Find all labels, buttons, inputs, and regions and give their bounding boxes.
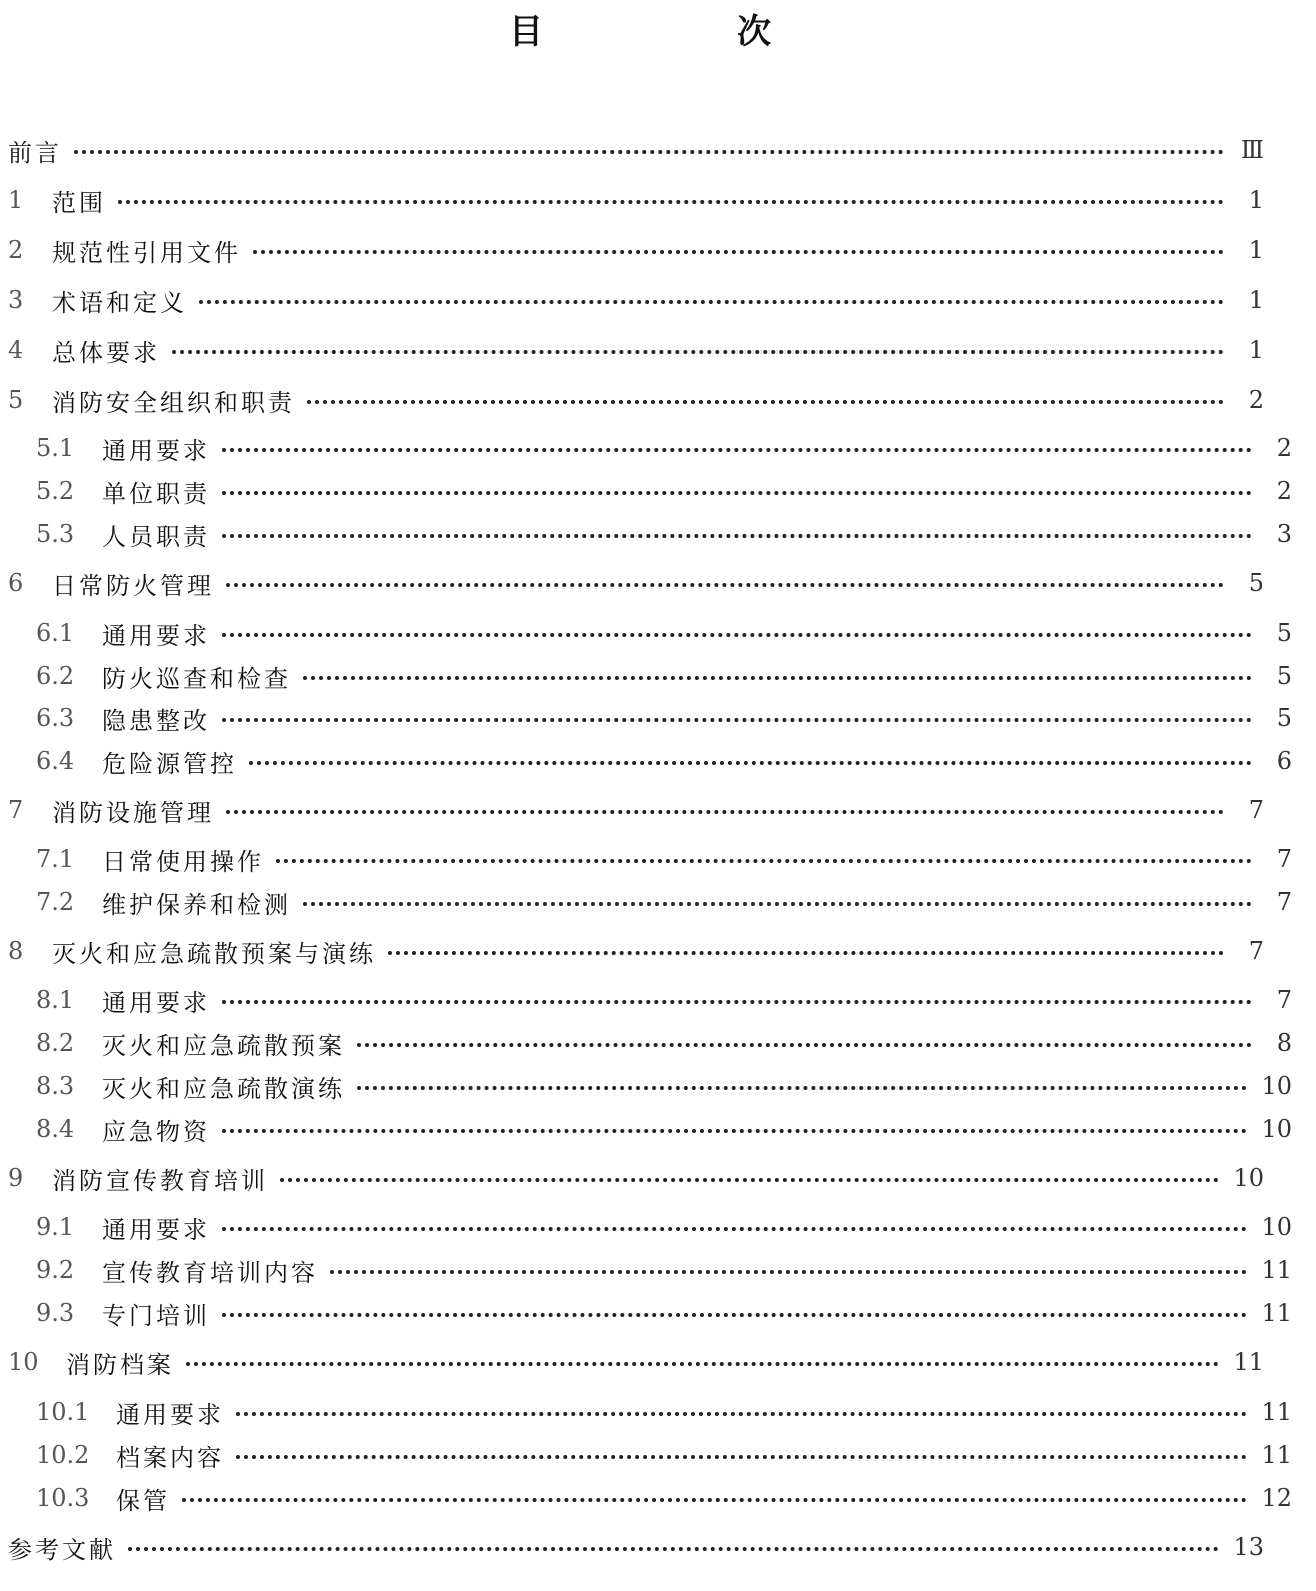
toc-subentry[interactable] [0, 1023, 1316, 1063]
toc-entry-page: 5 [1276, 704, 1292, 732]
toc-entry-number: 6.3 [36, 704, 75, 732]
toc-entry-label: 范围 [52, 188, 106, 217]
toc-entry-number: 6.1 [36, 619, 75, 647]
dot-leader [226, 810, 1224, 814]
toc-entry-label: 参考文献 [8, 1535, 116, 1564]
toc-subentry[interactable] [0, 1478, 1316, 1518]
dot-leader [74, 150, 1224, 154]
toc-entry[interactable] [0, 931, 1288, 971]
dot-leader [128, 1547, 1219, 1551]
toc-entry-page: 5 [1248, 569, 1264, 597]
toc-entry-page: 12 [1261, 1484, 1292, 1512]
toc-entry-number: 3 [8, 286, 24, 314]
dot-leader [222, 633, 1252, 637]
toc-entry-number: 5.1 [36, 434, 75, 462]
toc-entry[interactable] [0, 330, 1288, 370]
toc-entry-page: 10 [1261, 1213, 1292, 1241]
dot-leader [222, 1313, 1247, 1317]
toc-entry-number: 10.1 [36, 1398, 90, 1426]
toc-entry-label: 灭火和应急疏散预案与演练 [52, 939, 376, 968]
toc-entry-page: 13 [1233, 1533, 1264, 1561]
dot-leader [222, 534, 1252, 538]
toc-entry-page: 2 [1276, 477, 1292, 505]
toc-entry[interactable] [0, 790, 1288, 830]
toc-subentry[interactable] [0, 741, 1316, 781]
toc-entry-page: 11 [1261, 1256, 1292, 1284]
dot-leader [222, 1129, 1247, 1133]
toc-entry-label: 消防设施管理 [52, 798, 214, 827]
dot-leader [249, 761, 1252, 765]
toc-entry-number: 5 [8, 386, 24, 414]
toc-entry-label: 前言 [8, 138, 62, 167]
toc-entry-page: 5 [1276, 662, 1292, 690]
toc-entry-number: 8.1 [36, 986, 75, 1014]
toc-subentry[interactable] [0, 1207, 1316, 1247]
toc-entry-number: 9 [8, 1164, 24, 1192]
toc-entry-page: 11 [1233, 1348, 1264, 1376]
dot-leader [182, 1498, 1247, 1502]
toc-subentry[interactable] [0, 980, 1316, 1020]
toc-entry-number: 10.2 [36, 1441, 90, 1469]
toc-subentry[interactable] [0, 428, 1316, 468]
dot-leader [330, 1270, 1247, 1274]
dot-leader [222, 718, 1252, 722]
toc-entry-references[interactable] [0, 1527, 1288, 1567]
dot-leader [253, 250, 1224, 254]
toc-entry-label: 保管 [116, 1486, 170, 1515]
toc-entry-page: 7 [1276, 888, 1292, 916]
toc-entry-label: 宣传教育培训内容 [102, 1258, 318, 1287]
toc-entry-number: 7.2 [36, 888, 75, 916]
toc-entry-page: 1 [1248, 286, 1264, 314]
toc-entry[interactable] [0, 1158, 1288, 1198]
toc-entry-label: 专门培训 [102, 1301, 210, 1330]
dot-leader [303, 902, 1252, 906]
toc-subentry[interactable] [0, 1250, 1316, 1290]
toc-subentry[interactable] [0, 613, 1316, 653]
toc-entry-number: 9.1 [36, 1213, 75, 1241]
toc-entry-page: 2 [1276, 434, 1292, 462]
toc-entry-label: 消防档案 [66, 1350, 174, 1379]
toc-subentry[interactable] [0, 656, 1316, 696]
toc-entry-label: 术语和定义 [52, 288, 187, 317]
toc-entry-number: 6 [8, 569, 24, 597]
toc-subentry[interactable] [0, 698, 1316, 738]
toc-entry-label: 单位职责 [102, 479, 210, 508]
toc-entry-number: 7 [8, 796, 24, 824]
toc-entry-page: 7 [1276, 986, 1292, 1014]
toc-entry-number: 5.3 [36, 520, 75, 548]
toc-entry-label: 危险源管控 [102, 749, 237, 778]
toc-subentry[interactable] [0, 1392, 1316, 1432]
toc-entry-page: 1 [1248, 336, 1264, 364]
toc-entry-page: 5 [1276, 619, 1292, 647]
toc-entry[interactable] [0, 563, 1288, 603]
toc-entry-label: 灭火和应急疏散演练 [102, 1074, 345, 1103]
toc-entry-label: 维护保养和检测 [102, 890, 291, 919]
toc-entry-label: 隐患整改 [102, 706, 210, 735]
toc-entry-label: 通用要求 [102, 621, 210, 650]
toc-subentry[interactable] [0, 882, 1316, 922]
dot-leader [236, 1455, 1247, 1459]
dot-leader [280, 1178, 1219, 1182]
toc-entry-label: 消防宣传教育培训 [52, 1166, 268, 1195]
dot-leader [172, 350, 1224, 354]
toc-entry[interactable] [0, 180, 1288, 220]
toc-entry-label: 人员职责 [102, 522, 210, 551]
dot-leader [236, 1412, 1247, 1416]
toc-entry-label: 消防安全组织和职责 [52, 388, 295, 417]
toc-entry-page: 1 [1248, 236, 1264, 264]
toc-subentry[interactable] [0, 839, 1316, 879]
toc-entry-number: 6.2 [36, 662, 75, 690]
toc-entry-page: 7 [1248, 937, 1264, 965]
toc-entry-label: 防火巡查和检查 [102, 664, 291, 693]
toc-subentry[interactable] [0, 1109, 1316, 1149]
toc-entry-number: 6.4 [36, 747, 75, 775]
toc-entry-page: Ⅲ [1240, 136, 1264, 164]
toc-entry-number: 2 [8, 236, 24, 264]
toc-subentry[interactable] [0, 1435, 1316, 1475]
toc-entry-number: 9.3 [36, 1299, 75, 1327]
dot-leader [222, 448, 1252, 452]
toc-entry-number: 1 [8, 186, 24, 214]
toc-entry-foreword[interactable] [0, 130, 1288, 170]
toc-entry-page: 7 [1276, 845, 1292, 873]
toc-entry-page: 3 [1276, 520, 1292, 548]
toc-entry-label: 通用要求 [102, 1215, 210, 1244]
toc-entry-page: 10 [1233, 1164, 1264, 1192]
toc-entry-page: 11 [1261, 1398, 1292, 1426]
toc-subentry[interactable] [0, 471, 1316, 511]
dot-leader [303, 676, 1252, 680]
toc-entry-label: 日常使用操作 [102, 847, 264, 876]
toc-entry[interactable] [0, 1342, 1288, 1382]
toc-entry-page: 10 [1261, 1115, 1292, 1143]
dot-leader [307, 400, 1224, 404]
toc-subentry[interactable] [0, 1293, 1316, 1333]
dot-leader [186, 1362, 1219, 1366]
toc-entry-number: 4 [8, 336, 24, 364]
toc-entry-page: 1 [1248, 186, 1264, 214]
toc-entry[interactable] [0, 230, 1288, 270]
toc-entry-label: 通用要求 [102, 436, 210, 465]
toc-entry-label: 总体要求 [52, 338, 160, 367]
toc-entry-label: 灭火和应急疏散预案 [102, 1031, 345, 1060]
toc-entry-label: 规范性引用文件 [52, 238, 241, 267]
dot-leader [222, 1227, 1247, 1231]
toc-subentry[interactable] [0, 514, 1316, 554]
toc-entry-page: 11 [1261, 1299, 1292, 1327]
toc-entry-number: 8.4 [36, 1115, 75, 1143]
dot-leader [276, 859, 1252, 863]
dot-leader [357, 1086, 1247, 1090]
dot-leader [222, 1000, 1252, 1004]
toc-entry-page: 11 [1261, 1441, 1292, 1469]
toc-entry[interactable] [0, 380, 1288, 420]
page-title: 目 次 [509, 12, 851, 52]
toc-entry-label: 通用要求 [102, 988, 210, 1017]
toc-entry-number: 10.3 [36, 1484, 90, 1512]
toc-entry-label: 通用要求 [116, 1400, 224, 1429]
toc-entry-number: 10 [8, 1348, 39, 1376]
toc-entry-number: 8.2 [36, 1029, 75, 1057]
toc-entry-number: 8.3 [36, 1072, 75, 1100]
dot-leader [388, 951, 1224, 955]
toc-entry-page: 10 [1261, 1072, 1292, 1100]
toc-entry-page: 6 [1276, 747, 1292, 775]
toc-entry-label: 日常防火管理 [52, 571, 214, 600]
dot-leader [226, 583, 1224, 587]
dot-leader [357, 1043, 1252, 1047]
toc-entry-number: 8 [8, 937, 24, 965]
toc-entry-label: 档案内容 [116, 1443, 224, 1472]
toc-entry-label: 应急物资 [102, 1117, 210, 1146]
toc-entry-number: 9.2 [36, 1256, 75, 1284]
toc-entry-page: 7 [1248, 796, 1264, 824]
toc-entry-number: 5.2 [36, 477, 75, 505]
toc-entry-number: 7.1 [36, 845, 75, 873]
dot-leader [199, 300, 1224, 304]
toc-entry-page: 8 [1276, 1029, 1292, 1057]
toc-entry[interactable] [0, 280, 1288, 320]
toc-entry-page: 2 [1248, 386, 1264, 414]
toc-subentry[interactable] [0, 1066, 1316, 1106]
dot-leader [118, 200, 1224, 204]
dot-leader [222, 491, 1252, 495]
